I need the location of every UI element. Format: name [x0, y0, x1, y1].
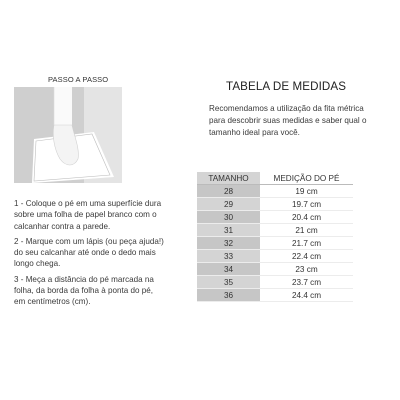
measure-cell: 19.7 cm — [260, 198, 353, 211]
table-row — [197, 198, 353, 211]
instruction-step-3: 3 - Meça a distância do pé marcada na folha, da borda da folha à ponta do pé, em centímetros (cm). — [14, 274, 154, 307]
size-cell: 36 — [197, 289, 260, 302]
size-cell: 31 — [197, 224, 260, 237]
table-row — [197, 263, 353, 276]
size-cell: 28 — [197, 185, 260, 198]
size-cell: 35 — [197, 276, 260, 289]
instruction-step-2: 2 - Marque com um lápis (ou peça ajuda!) do seu calcanhar até onde o dedo mais longo chega. — [14, 236, 164, 269]
instructions — [14, 198, 164, 312]
size-cell: 29 — [197, 198, 260, 211]
step-by-step-title: PASSO A PASSO — [48, 75, 109, 84]
size-table-description: Recomendamos a utilização da fita métrica para descobrir suas medidas e saber qual o tamanho ideal para você. — [209, 104, 367, 137]
table-row — [197, 250, 353, 263]
size-table — [197, 172, 353, 302]
size-cell: 30 — [197, 211, 260, 224]
table-row — [197, 224, 353, 237]
size-table-title: TABELA DE MEDIDAS — [226, 80, 347, 93]
measure-cell: 19 cm — [260, 185, 353, 198]
measure-cell: 22.4 cm — [260, 250, 353, 263]
measure-cell: 21 cm — [260, 224, 353, 237]
measure-cell: 23 cm — [260, 263, 353, 276]
foot-measurement-photo — [14, 87, 122, 183]
table-header-row — [197, 172, 353, 185]
foot-on-paper-illustration — [14, 87, 122, 183]
size-cell: 32 — [197, 237, 260, 250]
instruction-step-1: 1 - Coloque o pé em uma superfície dura sobre uma folha de papel branco com o calcanhar contra a parede. — [14, 199, 162, 231]
size-cell: 33 — [197, 250, 260, 263]
size-cell: 34 — [197, 263, 260, 276]
table-row — [197, 276, 353, 289]
header-size: TAMANHO — [197, 172, 260, 185]
measure-cell: 23.7 cm — [260, 276, 353, 289]
table-row — [197, 237, 353, 250]
table-row — [197, 185, 353, 198]
header-foot-measure: MEDIÇÃO DO PÉ — [260, 172, 353, 185]
table-row — [197, 211, 353, 224]
measure-cell: 20.4 cm — [260, 211, 353, 224]
table-row — [197, 289, 353, 302]
measure-cell: 21.7 cm — [260, 237, 353, 250]
measure-cell: 24.4 cm — [260, 289, 353, 302]
